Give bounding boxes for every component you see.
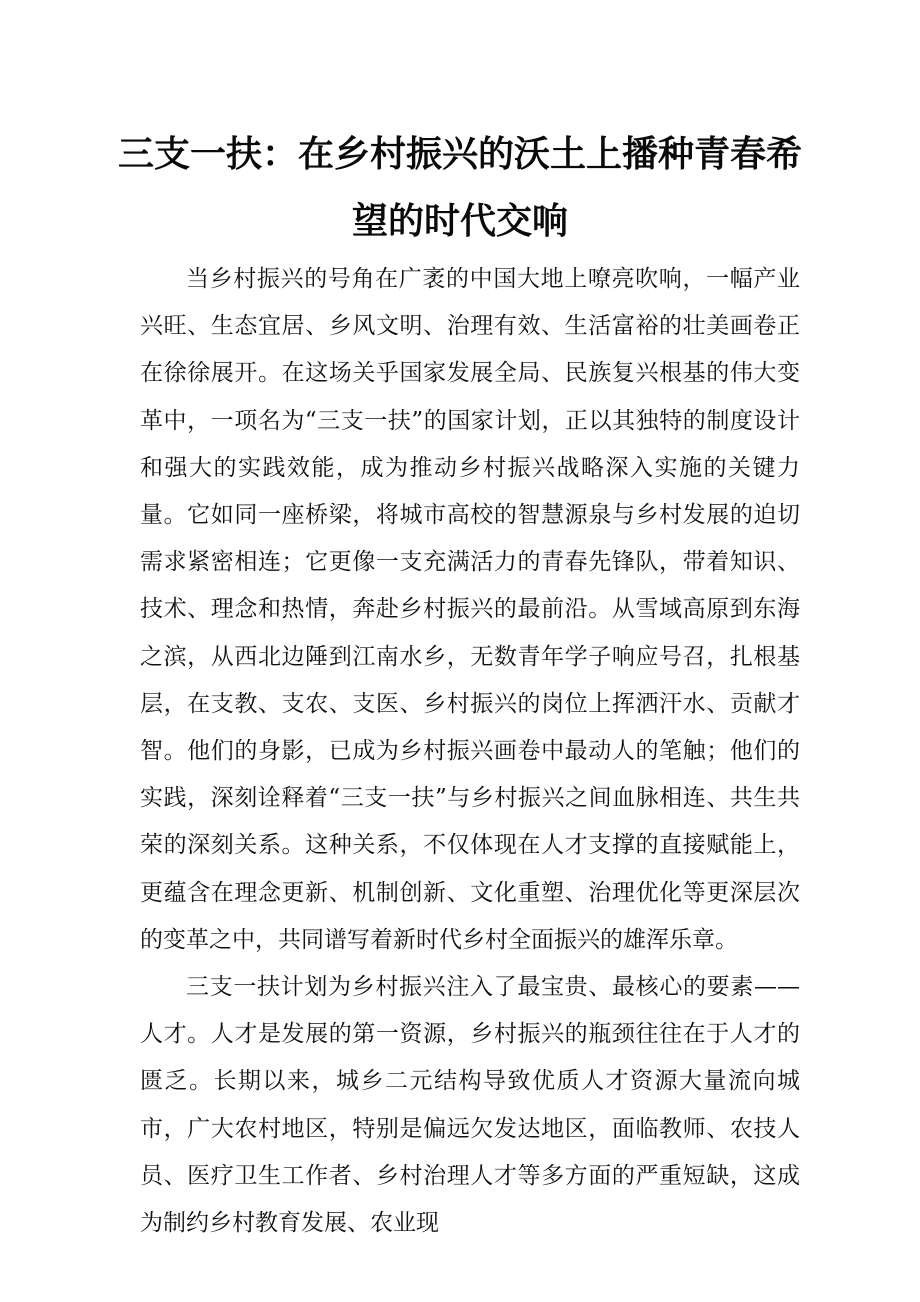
body-paragraph-2: 三支一扶计划为乡村振兴注入了最宝贵、最核心的要素——人才。人才是发展的第一资源，乡村振兴的瓶颈往往在于人才的匮乏。长期以来，城乡二元结构导致优质人才资源大量流向城市，广大农村地区，特别是偏远欠发达地区，面临教师、农技人员、医疗卫生工作者、乡村治理人才等多方面的严重短缺，这成为制约乡村教育发展、农业现	[140, 974, 800, 1237]
document-body	[140, 256, 800, 1247]
body-paragraph-1: 当乡村振兴的号角在广袤的中国大地上嘹亮吹响，一幅产业兴旺、生态宜居、乡风文明、治理有效、生活富裕的壮美画卷正在徐徐展开。在这场关乎国家发展全局、民族复兴根基的伟大变革中，一项名为“三支一扶”的国家计划，正以其独特的制度设计和强大的实践效能，成为推动乡村振兴战略深入实施的关键力量。它如同一座桥梁，将城市高校的智慧源泉与乡村发展的迫切需求紧密相连；它更像一支充满活力的青春先锋队，带着知识、技术、理念和热情，奔赴乡村振兴的最前沿。从雪域高原到东海之滨，从西北边陲到江南水乡，无数青年学子响应号召，扎根基层，在支教、支农、支医、乡村振兴的岗位上挥洒汗水、贡献才智。他们的身影，已成为乡村振兴画卷中最动人的笔触；他们的实践，深刻诠释着“三支一扶”与乡村振兴之间血脉相连、共生共荣的深刻关系。这种关系，不仅体现在人才支撑的直接赋能上，更蕴含在理念更新、机制创新、文化重塑、治理优化等更深层次的变革之中，共同谱写着新时代乡村全面振兴的雄浑乐章。	[140, 266, 800, 953]
document-title-line-1: 三支一扶：在乡村振兴的沃土上播种青春希	[117, 134, 802, 175]
document-title-line-2: 望的时代交响	[351, 201, 568, 242]
